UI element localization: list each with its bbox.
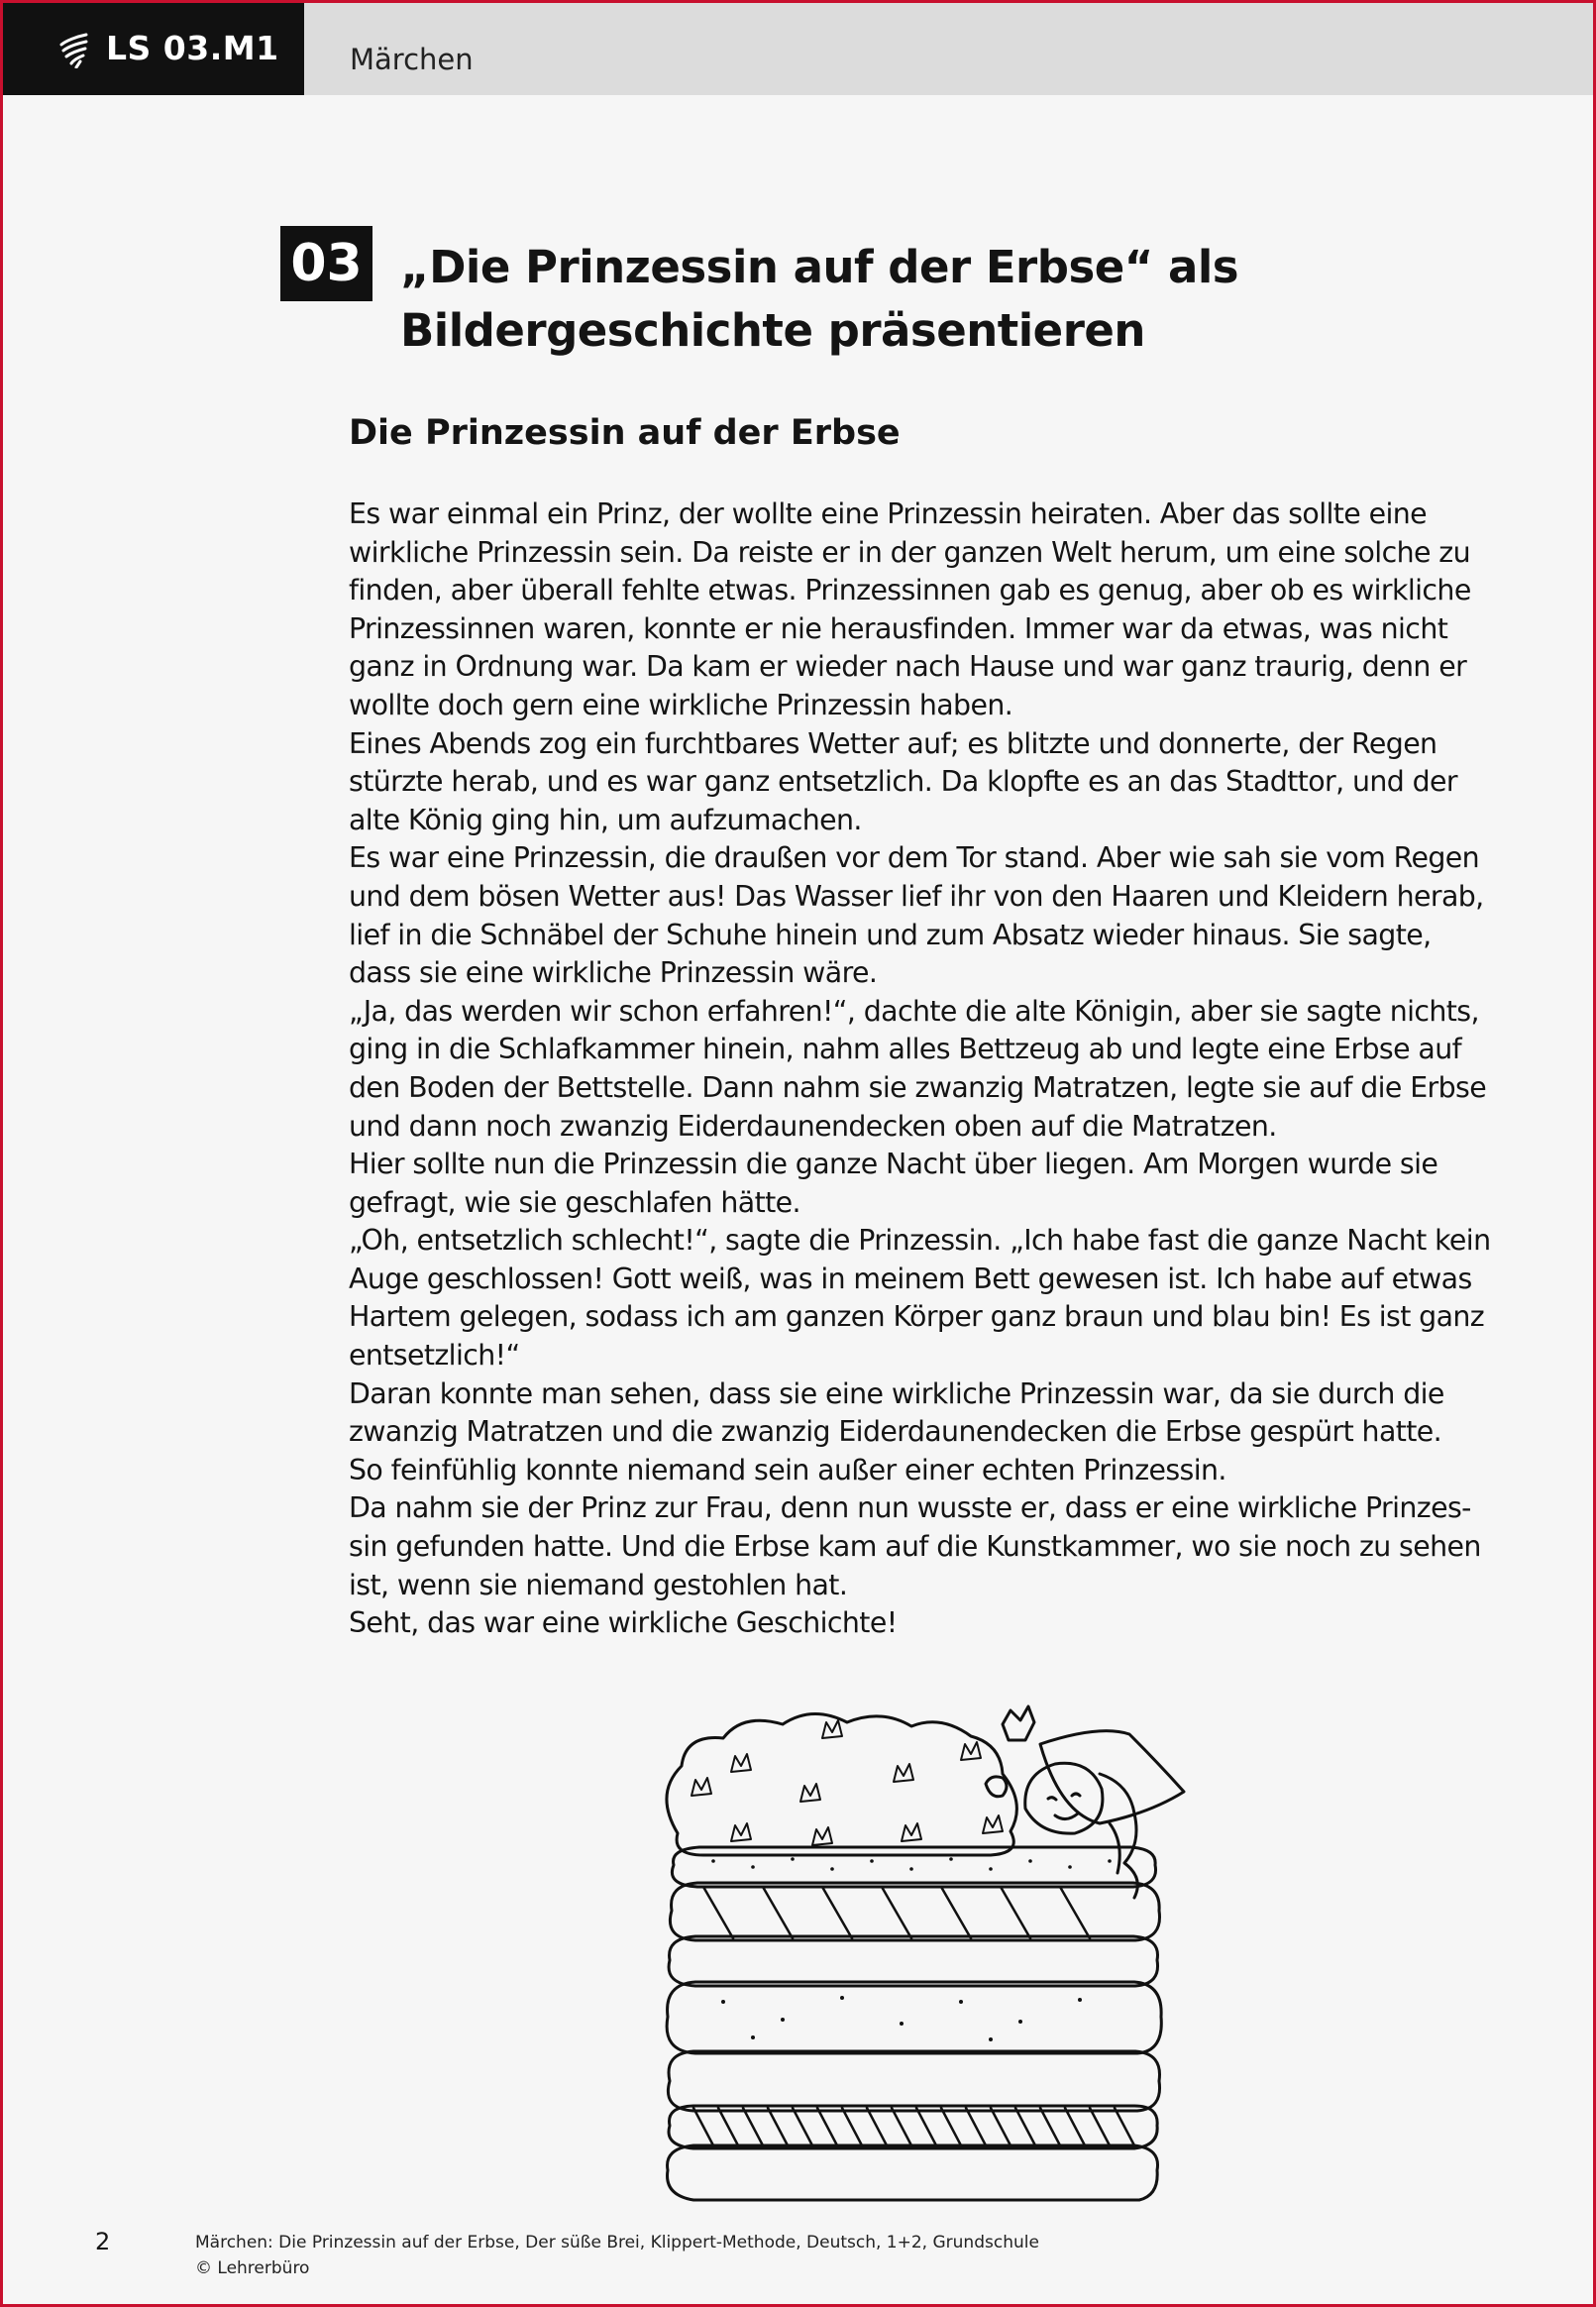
story-line: sin gefunden hatte. Und die Erbse kam auf die Kunstkammer, wo sie noch zu sehen	[349, 1530, 1481, 1564]
spiral-swirl-icon	[58, 33, 90, 68]
story-line: wollte doch gern eine wirkliche Prinzessin haben.	[349, 688, 1013, 721]
story-line: Hartem gelegen, sodass ich am ganzen Körper ganz braun und blau bin! Es ist ganz	[349, 1300, 1485, 1334]
footer-copyright: © Lehrerbüro	[195, 2258, 310, 2278]
story-line: stürzte herab, und es war ganz entsetzlich. Da klopfte es an das Stadttor, und der	[349, 765, 1457, 799]
story-line: entsetzlich!“	[349, 1339, 520, 1373]
story-line: gefragt, wie sie geschlafen hätte.	[349, 1185, 800, 1219]
lesson-code: LS 03.M1	[106, 29, 279, 67]
story-line: Es war einmal ein Prinz, der wollte eine Prinzessin heiraten. Aber das sollte eine	[349, 497, 1428, 530]
story-line: Seht, das war eine wirkliche Geschichte!	[349, 1606, 898, 1640]
lesson-code-badge	[3, 3, 304, 95]
story-line: „Ja, das werden wir schon erfahren!“, dachte die alte Königin, aber sie sagte nichts,	[349, 994, 1479, 1028]
story-line: Da nahm sie der Prinz zur Frau, denn nun wusste er, dass er eine wirkliche Prinzes-	[349, 1491, 1471, 1525]
story-line: Eines Abends zog ein furchtbares Wetter auf; es blitzte und donnerte, der Regen	[349, 726, 1437, 760]
story-line: Auge geschlossen! Gott weiß, was in meinem Bett gewesen ist. Ich habe auf etwas	[349, 1262, 1472, 1295]
story-line: und dem bösen Wetter aus! Das Wasser lief ihr von den Haaren und Kleidern herab,	[349, 879, 1484, 913]
story-line: Hier sollte nun die Prinzessin die ganze Nacht über liegen. Am Morgen wurde sie	[349, 1148, 1438, 1181]
footer	[195, 2230, 1039, 2281]
story-line: finden, aber überall fehlte etwas. Prinzessinnen gab es genug, aber ob es wirkliche	[349, 574, 1471, 607]
story-line: alte König ging hin, um aufzumachen.	[349, 803, 862, 836]
section-title: Märchen	[350, 43, 474, 76]
story-line: ganz in Ordnung war. Da kam er wieder nach Hause und war ganz traurig, denn er	[349, 650, 1467, 684]
story-line: Daran konnte man sehen, dass sie eine wirkliche Prinzessin war, da sie durch die	[349, 1376, 1444, 1410]
story-line: So feinfühlig konnte niemand sein außer einer echten Prinzessin.	[349, 1453, 1226, 1486]
story-line: wirkliche Prinzessin sein. Da reiste er in der ganzen Welt herum, um eine solche zu	[349, 535, 1470, 569]
story-line: lief in die Schnäbel der Schuhe hinein und zum Absatz wieder hinaus. Sie sagte,	[349, 918, 1432, 951]
page-title-line: „Die Prinzessin auf der Erbse“ als	[400, 241, 1239, 293]
princess-on-mattress-stack	[634, 1704, 1189, 2210]
header-bar	[3, 3, 1593, 95]
story-line: zwanzig Matratzen und die zwanzig Eiderdaunendecken die Erbse gespürt hatte.	[349, 1415, 1442, 1449]
task-number: 03	[280, 226, 372, 301]
page-number: 2	[95, 2228, 111, 2255]
story-line: den Boden der Bettstelle. Dann nahm sie zwanzig Matratzen, legte sie auf die Erbse	[349, 1070, 1487, 1104]
story-line: ging in die Schlafkammer hinein, nahm alles Bettzeug ab und legte eine Erbse auf	[349, 1033, 1462, 1066]
story-line: Es war eine Prinzessin, die draußen vor dem Tor stand. Aber wie sah sie vom Regen	[349, 841, 1480, 875]
story-title: Die Prinzessin auf der Erbse	[349, 413, 901, 453]
story-line: und dann noch zwanzig Eiderdaunendecken oben auf die Matratzen.	[349, 1109, 1277, 1143]
page-title	[400, 236, 1440, 363]
page-title-line: Bildergeschichte präsentieren	[400, 304, 1145, 357]
story-line: Prinzessinnen waren, konnte er nie herausfinden. Immer war da etwas, was nicht	[349, 611, 1448, 645]
story-line: „Oh, entsetzlich schlecht!“, sagte die Prinzessin. „Ich habe fast die ganze Nacht kein	[349, 1224, 1491, 1258]
story-text	[349, 495, 1498, 1643]
story-line: ist, wenn sie niemand gestohlen hat.	[349, 1568, 848, 1601]
footer-source: Märchen: Die Prinzessin auf der Erbse, Der süße Brei, Klippert-Methode, Deutsch, 1+2, Grundschule	[195, 2233, 1039, 2252]
story-line: dass sie eine wirkliche Prinzessin wäre.	[349, 956, 878, 990]
